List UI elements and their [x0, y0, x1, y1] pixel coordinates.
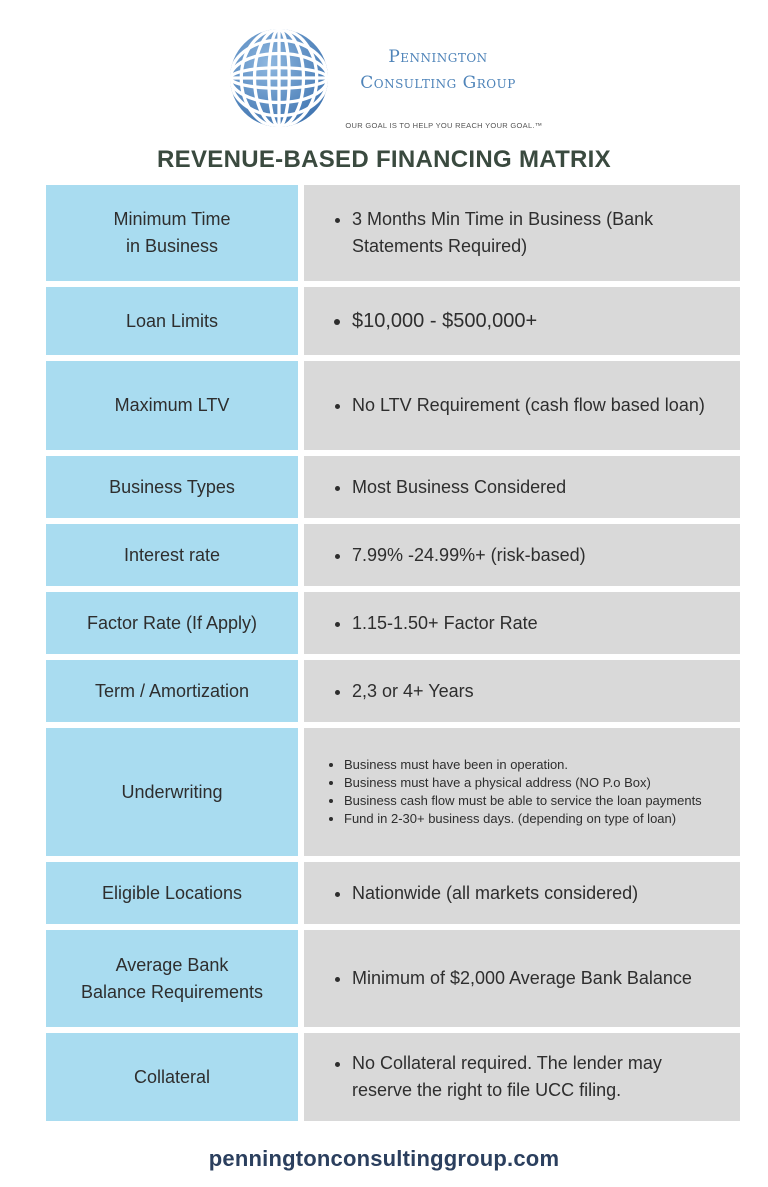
bullet-item: • Business cash flow must be able to service the loan payments	[344, 792, 702, 810]
brand-name	[338, 44, 538, 96]
row-value	[304, 862, 740, 924]
matrix-row	[46, 524, 740, 586]
row-label-line: Interest rate	[123, 544, 221, 565]
row-label-line: Factor Rate (If Apply)	[86, 612, 258, 633]
row-value	[304, 456, 740, 518]
row-value	[304, 930, 740, 1027]
bullet-list	[330, 965, 692, 992]
row-label-line: Loan Limits	[125, 310, 219, 331]
financing-matrix	[46, 185, 740, 1127]
row-label	[46, 185, 298, 281]
row-label-line: Collateral	[133, 1066, 211, 1087]
bullet-item: • Minimum of $2,000 Average Bank Balance	[352, 965, 692, 992]
row-label-line: in Business	[125, 236, 219, 256]
bullet-item: • No LTV Requirement (cash flow based loan)	[352, 392, 705, 419]
bullet-list	[330, 392, 705, 419]
tagline	[0, 121, 768, 130]
bullet-list	[330, 308, 537, 335]
matrix-row	[46, 660, 740, 722]
page-title: REVENUE-BASED FINANCING MATRIX	[157, 146, 611, 173]
matrix-row	[46, 361, 740, 450]
tagline-text: OUR GOAL IS TO HELP YOU REACH YOUR GOAL.™	[345, 121, 543, 130]
bullet-list	[330, 756, 702, 828]
row-label-line: Balance Requirements	[80, 981, 264, 1002]
row-label-line: Maximum LTV	[114, 395, 230, 415]
row-label-line: Underwriting	[121, 781, 223, 802]
bullet-list	[330, 610, 538, 637]
row-label	[46, 592, 298, 654]
matrix-row	[46, 185, 740, 281]
row-value	[304, 728, 740, 856]
bullet-item: • Nationwide (all markets considered)	[352, 880, 638, 907]
row-value	[304, 287, 740, 355]
row-label	[46, 524, 298, 586]
row-label-line: Minimum Time	[113, 209, 231, 229]
matrix-row	[46, 1033, 740, 1121]
row-label-line: Business Types	[109, 476, 235, 497]
website-url[interactable]: penningtonconsultinggroup.com	[208, 1146, 560, 1171]
bullet-list	[330, 1050, 722, 1104]
row-value	[304, 524, 740, 586]
bullet-item: • 3 Months Min Time in Business (Bank Statements Required)	[352, 206, 722, 260]
row-label	[46, 361, 298, 450]
bullet-item: • $10,000 - $500,000+	[352, 308, 537, 335]
matrix-row	[46, 456, 740, 518]
row-value	[304, 361, 740, 450]
row-label-line: Eligible Locations	[101, 882, 243, 903]
bullet-list	[330, 880, 638, 907]
bullet-list	[330, 206, 722, 260]
row-value	[304, 592, 740, 654]
matrix-row	[46, 287, 740, 355]
row-label-line: Term / Amortization	[94, 680, 250, 701]
globe-logo-icon	[228, 27, 330, 129]
bullet-list	[330, 542, 586, 569]
bullet-item: • Most Business Considered	[352, 474, 566, 501]
row-label	[46, 862, 298, 924]
bullet-item: • 7.99% -24.99%+ (risk-based)	[352, 542, 586, 569]
row-value	[304, 1033, 740, 1121]
row-label	[46, 456, 298, 518]
matrix-row	[46, 592, 740, 654]
row-label-line: Average Bank	[115, 954, 229, 975]
bullet-item: • Fund in 2-30+ business days. (depending on type of loan)	[344, 810, 702, 828]
row-label	[46, 930, 298, 1027]
header	[0, 0, 768, 140]
matrix-row	[46, 728, 740, 856]
bullet-item: • No Collateral required. The lender may reserve the right to file UCC filing.	[352, 1050, 722, 1104]
bullet-list	[330, 474, 566, 501]
bullet-item: • 1.15-1.50+ Factor Rate	[352, 610, 538, 637]
bullet-list	[330, 678, 474, 705]
row-value	[304, 660, 740, 722]
row-value	[304, 185, 740, 281]
bullet-item: • 2,3 or 4+ Years	[352, 678, 474, 705]
bullet-item: • Business must have been in operation.	[344, 756, 702, 774]
brand-line-1: Pennington	[388, 47, 488, 67]
brand-line-2: Consulting Group	[360, 73, 516, 93]
row-label	[46, 287, 298, 355]
matrix-row	[46, 930, 740, 1027]
bullet-item: • Business must have a physical address (NO P.o Box)	[344, 774, 702, 792]
matrix-row	[46, 862, 740, 924]
row-label	[46, 660, 298, 722]
row-label	[46, 1033, 298, 1121]
row-label	[46, 728, 298, 856]
